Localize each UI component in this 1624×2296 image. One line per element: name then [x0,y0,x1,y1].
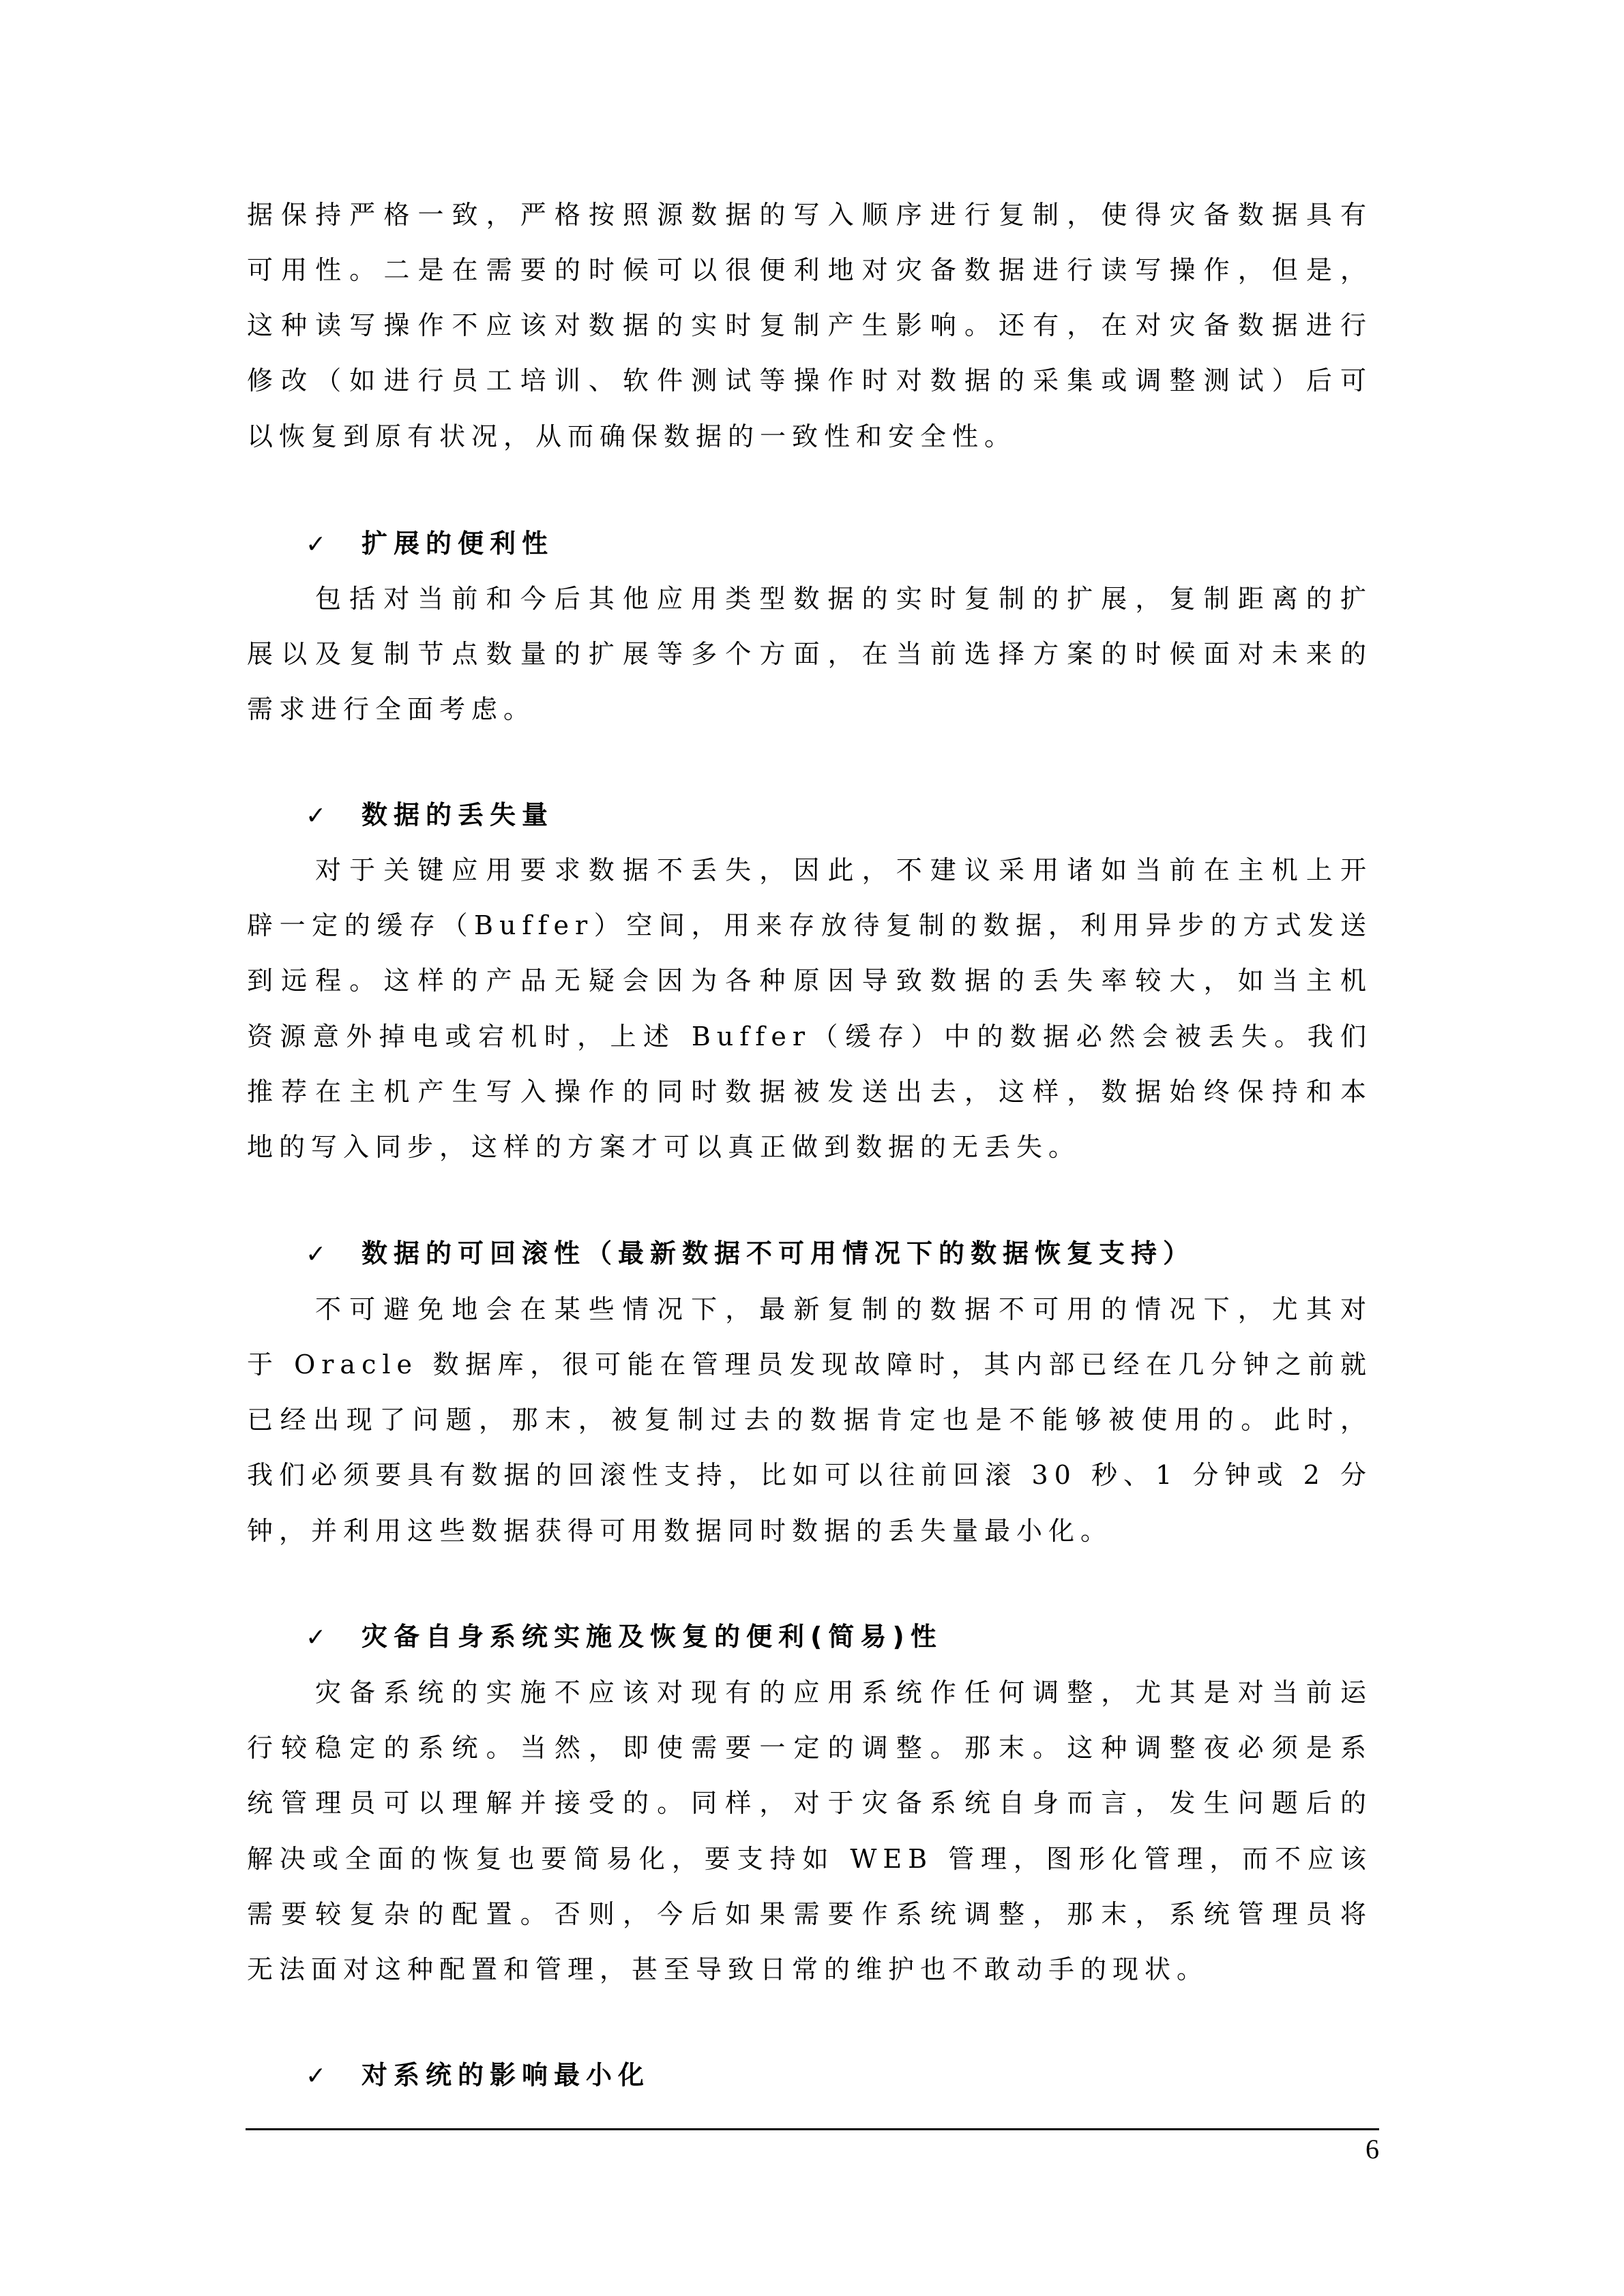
paragraph-line: 资源意外掉电或宕机时，上述 Buffer（缓存）中的数据必然会被丢失。我们 [247,1022,1372,1052]
page-number: 6 [1365,2134,1379,2164]
paragraph-line: 灾备系统的实施不应该对现有的应用系统作任何调整，尤其是对当前运 [315,1678,1372,1708]
section-heading-text: 扩展的便利性 [361,528,555,558]
paragraph-line: 推荐在主机产生写入操作的同时数据被发送出去，这样，数据始终保持和本 [247,1077,1372,1107]
paragraph-line: 这种读写操作不应该对数据的实时复制产生影响。还有，在对灾备数据进行 [247,310,1372,340]
paragraph-line: 我们必须要具有数据的回滚性支持，比如可以往前回滚 30 秒、1 分钟或 2 分 [247,1460,1372,1490]
paragraph-line: 统管理员可以理解并接受的。同样，对于灾备系统自身而言，发生问题后的 [247,1788,1372,1818]
paragraph-line: 于 Oracle 数据库，很可能在管理员发现故障时，其内部已经在几分钟之前就 [247,1350,1372,1380]
section-heading-text: 数据的丢失量 [361,800,555,830]
paragraph-line: 辟一定的缓存（Buffer）空间，用来存放待复制的数据，利用异步的方式发送 [247,910,1372,940]
paragraph-line: 钟，并利用这些数据获得可用数据同时数据的丢失量最小化。 [247,1516,1113,1546]
checkmark-icon: ✓ [306,1624,327,1652]
section-heading [306,2055,650,2096]
paragraph-line: 需求进行全面考虑。 [247,694,536,724]
paragraph-line: 可用性。二是在需要的时候可以很便利地对灾备数据进行读写操作，但是， [247,255,1372,285]
paragraph-line: 据保持严格一致，严格按照源数据的写入顺序进行复制，使得灾备数据具有 [247,200,1372,230]
paragraph-line: 以恢复到原有状况，从而确保数据的一致性和安全性。 [247,421,1017,451]
checkmark-icon: ✓ [306,1240,327,1268]
paragraph-line: 地的写入同步，这样的方案才可以真正做到数据的无丢失。 [247,1132,1081,1162]
section-heading [306,1233,1195,1274]
section-heading [306,1616,943,1657]
section-heading [306,794,554,835]
section-heading-text: 灾备自身系统实施及恢复的便利(简易)性 [361,1622,943,1652]
paragraph-line: 无法面对这种配置和管理，甚至导致日常的维护也不敢动手的现状。 [247,1954,1209,1984]
footer-divider [246,2128,1379,2130]
paragraph-line: 解决或全面的恢复也要简易化，要支持如 WEB 管理，图形化管理，而不应该 [247,1844,1372,1874]
paragraph-line: 行较稳定的系统。当然，即使需要一定的调整。那末。这种调整夜必须是系 [247,1733,1372,1763]
paragraph-line: 修改（如进行员工培训、软件测试等操作时对数据的采集或调整测试）后可 [247,366,1372,396]
paragraph-line: 包括对当前和今后其他应用类型数据的实时复制的扩展，复制距离的扩 [315,584,1372,614]
section-heading-text: 对系统的影响最小化 [361,2060,651,2090]
checkmark-icon: ✓ [306,802,327,830]
paragraph-line: 对于关键应用要求数据不丢失，因此，不建议采用诸如当前在主机上开 [315,855,1372,885]
paragraph-line: 已经出现了问题，那末，被复制过去的数据肯定也是不能够被使用的。此时， [247,1405,1372,1435]
paragraph-line: 到远程。这样的产品无疑会因为各种原因导致数据的丢失率较大，如当主机 [247,966,1372,996]
paragraph-line: 展以及复制节点数量的扩展等多个方面，在当前选择方案的时候面对未来的 [247,639,1372,669]
paragraph-line: 不可避免地会在某些情况下，最新复制的数据不可用的情况下，尤其对 [315,1294,1372,1324]
checkmark-icon: ✓ [306,2062,327,2090]
section-heading-text: 数据的可回滚性（最新数据不可用情况下的数据恢复支持） [361,1238,1196,1268]
checkmark-icon: ✓ [306,531,327,558]
section-heading [306,523,554,564]
paragraph-line: 需要较复杂的配置。否则，今后如果需要作系统调整，那末，系统管理员将 [247,1899,1372,1929]
